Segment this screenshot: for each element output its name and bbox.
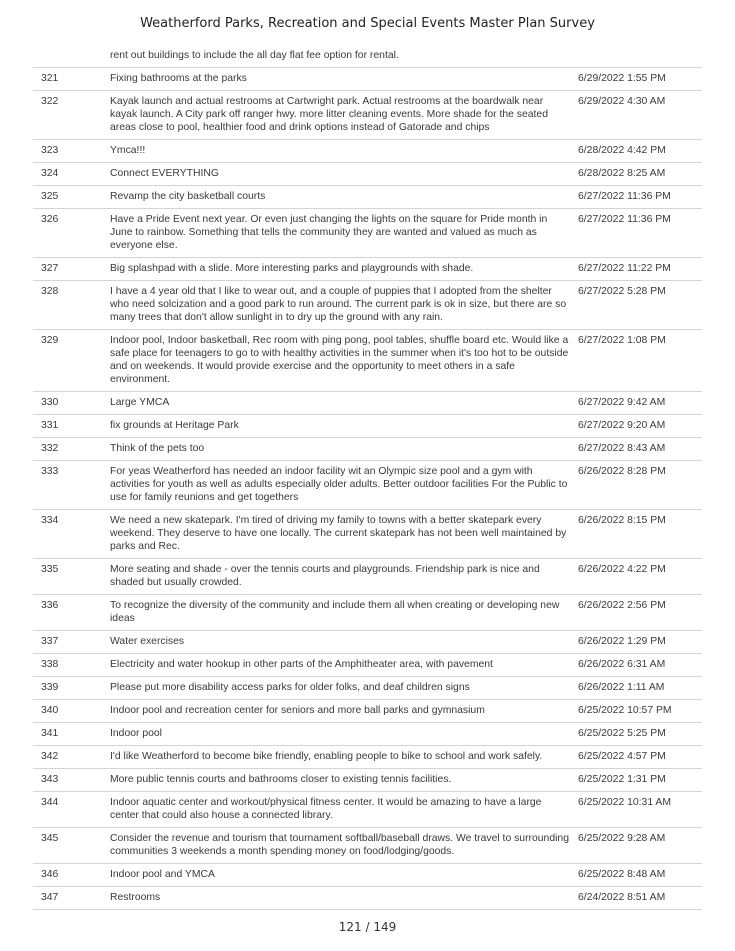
response-text: Large YMCA xyxy=(110,397,170,408)
response-number: 334 xyxy=(41,515,59,526)
response-number: 343 xyxy=(41,774,59,785)
response-date: 6/25/2022 9:28 AM xyxy=(578,833,666,844)
table-row xyxy=(33,769,702,792)
page-title: Weatherford Parks, Recreation and Special Events Master Plan Survey xyxy=(140,16,595,31)
response-rows xyxy=(33,68,702,910)
response-date: 6/27/2022 8:43 AM xyxy=(578,443,666,454)
response-date: 6/27/2022 11:36 PM xyxy=(578,214,671,225)
response-date: 6/29/2022 1:55 PM xyxy=(578,73,666,84)
table-row xyxy=(33,140,702,163)
response-date: 6/26/2022 8:28 PM xyxy=(578,466,666,477)
table-row xyxy=(33,461,702,510)
response-number: 332 xyxy=(41,443,59,454)
response-number: 328 xyxy=(41,286,59,297)
response-date: 6/25/2022 5:25 PM xyxy=(578,728,666,739)
table-row xyxy=(33,186,702,209)
response-date: 6/26/2022 1:29 PM xyxy=(578,636,666,647)
response-number: 341 xyxy=(41,728,59,739)
response-text: Revamp the city basketball courts xyxy=(110,191,266,202)
response-date: 6/26/2022 6:31 AM xyxy=(578,659,666,670)
response-date: 6/25/2022 4:57 PM xyxy=(578,751,666,762)
table-row xyxy=(33,392,702,415)
response-number: 339 xyxy=(41,682,59,693)
response-number: 325 xyxy=(41,191,59,202)
response-date: 6/28/2022 8:25 AM xyxy=(578,168,666,179)
response-number: 324 xyxy=(41,168,59,179)
response-text: I have a 4 year old that I like to wear out, and a couple of puppies that I adopted from the shelter who need solcization and a good park to run around. The current park is ok in size, but there are so many trees that don't allow sunlight in to dry up the ground with any rain. xyxy=(110,286,567,323)
response-text: For yeas Weatherford has needed an indoor facility wit an Olympic size pool and a gym with activities for youth as well as adults especially older adults. Better outdoor facilities For the Public to use for family reunions and get togethers xyxy=(110,466,568,503)
response-number: 327 xyxy=(41,263,59,274)
response-number: 329 xyxy=(41,335,59,346)
response-text: Have a Pride Event next year. Or even just changing the lights on the square for Pride month in June to rainbow. Something that tells the community they are wanted and valued as much as everyone else. xyxy=(110,214,548,251)
response-date: 6/26/2022 4:22 PM xyxy=(578,564,666,575)
response-date: 6/24/2022 8:51 AM xyxy=(578,892,666,903)
continued-response-text: rent out buildings to include the all day flat fee option for rental. xyxy=(33,44,702,68)
response-text: Kayak launch and actual restrooms at Cartwright park. Actual restrooms at the boardwalk near kayak launch. A City park off ranger hwy. more litter cleaning events. More shade for the seated areas close to pool, healthier food and drink options instead of Gatorade and chips xyxy=(110,96,548,133)
table-row xyxy=(33,723,702,746)
response-text: More seating and shade - over the tennis courts and playgrounds. Friendship park is nice and shaded but usually crowded. xyxy=(110,564,540,588)
response-text: Consider the revenue and tourism that tournament softball/baseball draws. We travel to surrounding communities 3 weekends a month spending money on food/lodging/goods. xyxy=(110,833,569,857)
response-number: 345 xyxy=(41,833,59,844)
response-number: 330 xyxy=(41,397,59,408)
response-text: Please put more disability access parks for older folks, and deaf children signs xyxy=(110,682,470,693)
response-text: Indoor pool, Indoor basketball, Rec room with ping pong, pool tables, shuffle board etc. Would like a safe place for teenagers to go to with healthy activities in the summer when it's too hot to be outside and on weekends. It would provide exercise and the opportunity to meet others in a safe environment. xyxy=(110,335,569,385)
response-date: 6/27/2022 11:22 PM xyxy=(578,263,671,274)
response-date: 6/27/2022 9:20 AM xyxy=(578,420,666,431)
response-number: 338 xyxy=(41,659,59,670)
table-row xyxy=(33,887,702,910)
response-text: More public tennis courts and bathrooms closer to existing tennis facilities. xyxy=(110,774,452,785)
response-number: 323 xyxy=(41,145,59,156)
response-text: We need a new skatepark. I'm tired of driving my family to towns with a better skatepark every weekend. They deserve to have one locally. The current skatepark has not been well maintained by parks and Rec. xyxy=(110,515,567,552)
response-text: Electricity and water hookup in other parts of the Amphitheater area, with pavement xyxy=(110,659,493,670)
response-date: 6/27/2022 11:36 PM xyxy=(578,191,671,202)
table-row xyxy=(33,415,702,438)
response-text: Big splashpad with a slide. More interesting parks and playgrounds with shade. xyxy=(110,263,474,274)
response-date: 6/26/2022 1:11 AM xyxy=(578,682,665,693)
table-row xyxy=(33,828,702,864)
table-row xyxy=(33,654,702,677)
responses-table xyxy=(33,44,702,910)
response-number: 335 xyxy=(41,564,59,575)
table-row xyxy=(33,864,702,887)
response-date: 6/27/2022 9:42 AM xyxy=(578,397,666,408)
response-text: Indoor pool and YMCA xyxy=(110,869,215,880)
response-date: 6/29/2022 4:30 AM xyxy=(578,96,666,107)
table-row xyxy=(33,595,702,631)
table-row xyxy=(33,438,702,461)
response-number: 347 xyxy=(41,892,59,903)
response-date: 6/26/2022 8:15 PM xyxy=(578,515,666,526)
table-row xyxy=(33,631,702,654)
table-row xyxy=(33,258,702,281)
response-text: Connect EVERYTHING xyxy=(110,168,219,179)
response-text: Think of the pets too xyxy=(110,443,205,454)
response-number: 322 xyxy=(41,96,59,107)
response-date: 6/27/2022 5:28 PM xyxy=(578,286,666,297)
response-text: Indoor pool xyxy=(110,728,162,739)
response-number: 336 xyxy=(41,600,59,611)
response-text: Indoor pool and recreation center for seniors and more ball parks and gymnasium xyxy=(110,705,485,716)
page-number: 121 / 149 xyxy=(338,920,397,934)
response-text: Water exercises xyxy=(110,636,185,647)
response-text: Indoor aquatic center and workout/physical fitness center. It would be amazing to have a large center that could also house a connected library. xyxy=(110,797,542,821)
response-number: 340 xyxy=(41,705,59,716)
table-row xyxy=(33,209,702,258)
response-text: To recognize the diversity of the community and include them all when creating or developing new ideas xyxy=(110,600,560,624)
table-row xyxy=(33,510,702,559)
response-text: fix grounds at Heritage Park xyxy=(110,420,239,431)
response-number: 321 xyxy=(41,73,59,84)
response-text: Restrooms xyxy=(110,892,161,903)
response-text: I'd like Weatherford to become bike friendly, enabling people to bike to school and work safely. xyxy=(110,751,543,762)
table-row xyxy=(33,330,702,392)
table-row xyxy=(33,700,702,723)
response-number: 342 xyxy=(41,751,59,762)
response-date: 6/25/2022 1:31 PM xyxy=(578,774,666,785)
response-date: 6/25/2022 10:31 AM xyxy=(578,797,672,808)
response-number: 331 xyxy=(41,420,59,431)
response-date: 6/25/2022 10:57 PM xyxy=(578,705,672,716)
table-row xyxy=(33,746,702,769)
response-text: Ymca!!! xyxy=(110,145,146,156)
response-text: Fixing bathrooms at the parks xyxy=(110,73,247,84)
response-number: 333 xyxy=(41,466,59,477)
table-row xyxy=(33,792,702,828)
response-number: 326 xyxy=(41,214,59,225)
table-row xyxy=(33,68,702,91)
response-number: 344 xyxy=(41,797,59,808)
response-date: 6/25/2022 8:48 AM xyxy=(578,869,666,880)
response-date: 6/28/2022 4:42 PM xyxy=(578,145,666,156)
response-date: 6/27/2022 1:08 PM xyxy=(578,335,666,346)
table-row xyxy=(33,559,702,595)
response-date: 6/26/2022 2:56 PM xyxy=(578,600,666,611)
table-row xyxy=(33,281,702,330)
response-number: 337 xyxy=(41,636,59,647)
table-row xyxy=(33,677,702,700)
table-row xyxy=(33,163,702,186)
table-row xyxy=(33,91,702,140)
response-number: 346 xyxy=(41,869,59,880)
